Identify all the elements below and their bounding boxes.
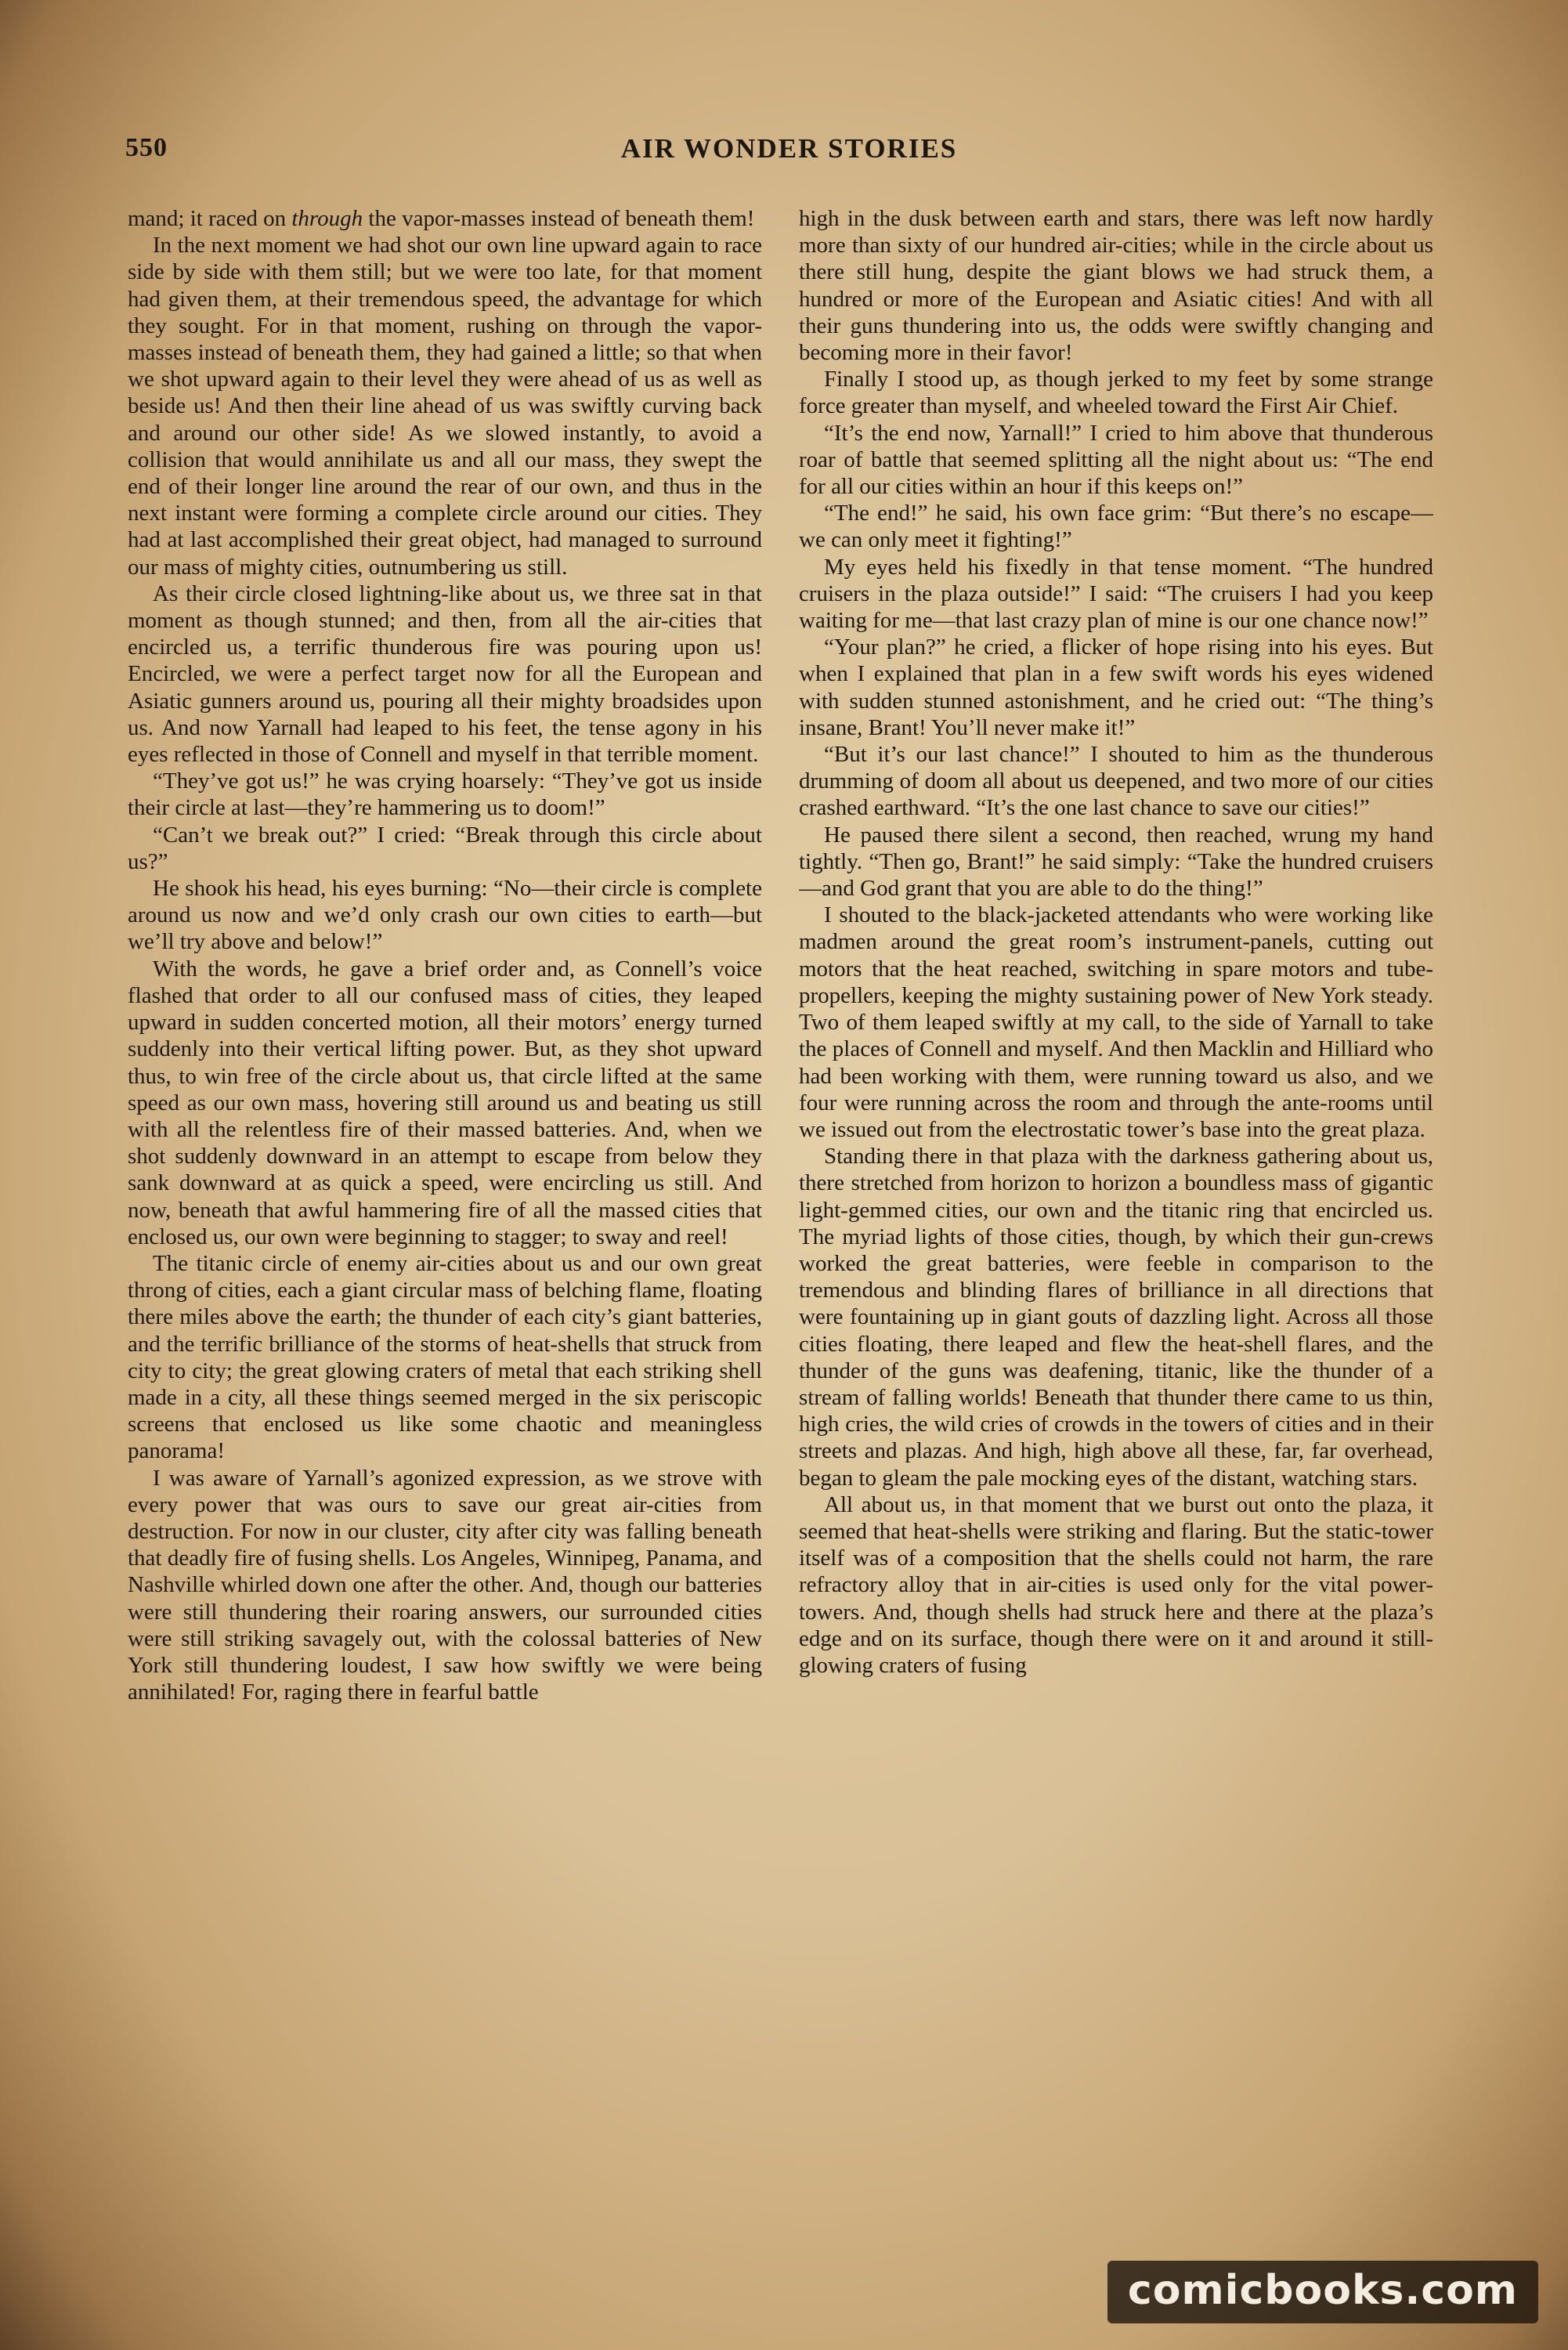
left-column (128, 205, 762, 2211)
page-number: 550 (125, 133, 168, 162)
article-paragraph: “Can’t we break out?” I cried: “Break through this circle about us?” (128, 822, 762, 874)
article-paragraph: I was aware of Yarnall’s agonized expression, as we strove with every power that was ours to save our great air-cities from destruction. For now in our cluster, city after city was falling beneath that deadly fire of fusing shells. Los Angeles, Winnipeg, Panama, and Nashville whirled down one after the other. And, though our batteries were still thundering their roaring answers, our surrounded cities were still striking savagely out, with the colossal batteries of New York still thundering loudest, I saw how swiftly we were being annihilated! For, raging there in fearful battle (128, 1465, 762, 1705)
article-paragraph: With the words, he gave a brief order and, as Connell’s voice flashed that order to all our confused mass of cities, they leaped upward in sudden concerted motion, all their motors’ energy turned suddenly into their vertical lifting power. But, as they shot upward thus, to win free of the circle about us, that circle lifted at the same speed as our own mass, hovering still around us and beating us still with all the relentless fire of their massed batteries. And, when we shot suddenly downward in an attempt to escape from below they sank downward at as quick a speed, were encircling us still. And now, beneath that awful hammering fire of all the massed cities that enclosed us, our own were beginning to stagger; to sway and reel! (128, 956, 762, 1249)
site-watermark: comicbooks.com (1107, 2261, 1538, 2323)
article-paragraph: I shouted to the black-jacketed attendants who were working like madmen around the great room’s instrument-panels, cutting out motors that the heat reached, switching in spare motors and tube-propellers, keeping the mighty sustaining power of New York steady. Two of them leaped swiftly at my call, to the side of Yarnall to take the places of Connell and myself. And then Macklin and Hilliard who had been working with them, were running toward us also, and we four were running across the room and through the ante-rooms until we issued out from the electrostatic tower’s base into the great plaza. (799, 902, 1433, 1142)
article-paragraph: mand; it raced on through the vapor-masses instead of beneath them! (128, 206, 755, 231)
article-paragraph: “The end!” he said, his own face grim: “But there’s no escape—we can only meet it fighting!” (799, 501, 1433, 553)
article-paragraph: “They’ve got us!” he was crying hoarsely: “They’ve got us inside their circle at last—they’re hammering us to doom!” (128, 768, 762, 821)
article-paragraph: “But it’s our last chance!” I shouted to him as the thunderous drumming of doom all about us deepened, and two more of our cities crashed earthward. “It’s the one last chance to save our cities!” (799, 742, 1433, 821)
italic-emphasis: through (291, 206, 363, 231)
article-paragraph: Finally I stood up, as though jerked to my feet by some strange force greater than myself, and wheeled toward the First Air Chief. (799, 367, 1433, 419)
article-paragraph: “Your plan?” he cried, a flicker of hope rising into his eyes. But when I explained that plan in a few swift words his eyes widened with sudden stunned astonishment, and he cried out: “The thing’s insane, Brant! You’ll never make it!” (799, 634, 1433, 740)
article-paragraph: high in the dusk between earth and stars, there was left now hardly more than sixty of our hundred air-cities; while in the circle about us there still hung, despite the giant blows we had struck them, a hundred or more of the European and Asiatic cities! And with all their guns thundering into us, the odds were swiftly changing and becoming more in their favor! (799, 206, 1433, 366)
right-column (799, 205, 1433, 2211)
article-paragraph: Standing there in that plaza with the darkness gathering about us, there stretched from horizon to horizon a boundless mass of gigantic light-gemmed cities, our own and the titanic ring that encircled us. The myriad lights of those cities, though, by which their gun-crews worked the great batteries, were feeble in comparison to the tremendous and blinding flares of brilliance in all directions that were fountaining up in giant gouts of dazzling light. Across all those cities floating, there leaped and flew the heat-shell flares, and the thunder of the guns was deafening, titanic, like the thunder of a stream of falling worlds! Beneath that thunder there came to us thin, high cries, the wild cries of crowds in the towers of cities and in their streets and plazas. And high, high above all these, far, far overhead, began to gleam the pale mocking eyes of the distant, watching stars. (799, 1144, 1433, 1491)
article-paragraph: In the next moment we had shot our own line upward again to race side by side with them still; but we were too late, for that moment had given them, at their tremendous speed, the advantage for which they sought. For in that moment, rushing on through the vapor-masses instead of beneath them, they had gained a little; so that when we shot upward again to their level they were ahead of us as well as beside us! And then their line ahead of us was swiftly curving back and around our other side! As we slowed instantly, to avoid a collision that would annihilate us and all our mass, they swept the end of their longer line around the rear of our own, and thus in the next instant were forming a complete circle around our cities. They had at last accomplished their great object, had managed to surround our mass of mighty cities, outnumbering us still. (128, 233, 762, 580)
article-paragraph: The titanic circle of enemy air-cities about us and our own great throng of cities, each a giant circular mass of belching flame, floating there miles above the earth; the thunder of each city’s giant batteries, and the terrific brilliance of the storms of heat-shells that struck from city to city; the great glowing craters of metal that each striking shell made in a city, all these things seemed merged in the six periscopic screens that enclosed us like some chaotic and meaningless panorama! (128, 1250, 762, 1464)
article-paragraph: “It’s the end now, Yarnall!” I cried to him above that thunderous roar of battle that seemed splitting all the night about us: “The end for all our cities within an hour if this keeps on!” (799, 420, 1433, 500)
article-paragraph: My eyes held his fixedly in that tense moment. “The hundred cruisers in the plaza outside!” I said: “The cruisers I had you keep waiting for me—that last crazy plan of mine is our one chance now!” (799, 554, 1433, 634)
article-paragraph: All about us, in that moment that we burst out onto the plaza, it seemed that heat-shells were striking and flaring. But the static-tower itself was of a composition that the shells could not harm, the rare refractory alloy that in air-cities is used only for the vital power-towers. And, though shells had struck here and there at the plaza’s edge and on its surface, though there were on it and around it still-glowing craters of fusing (799, 1491, 1433, 1678)
article-paragraph: As their circle closed lightning-like about us, we three sat in that moment as though stunned; and then, from all the air-cities that encircled us, a terrific thunderous fire was pouring upon us! Encircled, we were a perfect target now for all the European and Asiatic gunners around us, pouring all their mighty broadsides upon us. And now Yarnall had leaped to his feet, the tense agony in his eyes reflected in those of Connell and myself in that terrible moment. (128, 580, 762, 768)
article-paragraph: He paused there silent a second, then reached, wrung my hand tightly. “Then go, Brant!” he said simply: “Take the hundred cruisers—and God grant that you are able to do the thing!” (799, 822, 1433, 902)
page-header (125, 133, 1453, 180)
running-title: AIR WONDER STORIES (620, 133, 958, 164)
article-paragraph: He shook his head, his eyes burning: “No—their circle is complete around us now and we’d only crash our own cities to earth—but we’ll try above and below!” (128, 876, 762, 955)
